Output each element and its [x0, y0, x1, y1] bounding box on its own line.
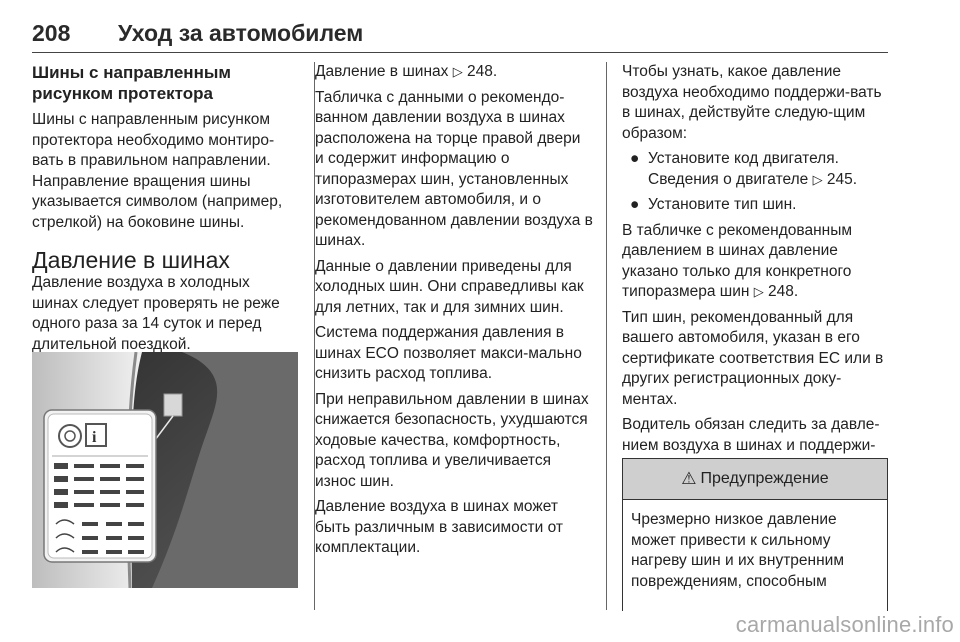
paragraph: Давление воздуха в шинах может быть различным в зависимости от комплектации. [315, 498, 563, 556]
header-rule [32, 52, 888, 53]
paragraph: Водитель обязан следить за давле-нием воздуха в шинах и поддержи- [622, 416, 880, 454]
page-reference[interactable]: 248. [768, 283, 799, 300]
door-photo-illustration [32, 352, 298, 588]
paragraph-with-reference [622, 221, 888, 303]
column-divider [606, 62, 607, 610]
page-reference-icon: ▷ [812, 171, 823, 187]
paragraph-with-reference [315, 62, 593, 83]
warning-header [623, 459, 887, 500]
section-heading: Давление в шинах [32, 247, 230, 273]
paragraph: Данные о давлении приведены для холодных шин. Они справедливы как для летних, так и для зимних шин. [315, 257, 584, 316]
reference-text: Давление в шинах [315, 63, 449, 80]
page-reference-icon: ▷ [452, 64, 463, 79]
list-item [622, 149, 888, 190]
list-item-label: Установите тип шин. [648, 196, 797, 213]
list-item-label: Установите код двигателя. Сведения о двигателе [648, 150, 839, 188]
reference-text: В табличке с рекомендованным давлением в шинах давление указано только для конкретного типоразмера шин [622, 221, 853, 300]
warning-text: Чрезмерно низкое давление может привести к сильному нагреву шин и их внутренним повреждениям, способным [631, 511, 844, 590]
tire-pressure-label-photo [32, 352, 298, 588]
page-reference[interactable]: 248. [467, 63, 498, 80]
watermark: carmanualsonline.info [735, 612, 954, 637]
warning-icon: ⚠ [681, 469, 697, 488]
paragraph: Система поддержания давления в шинах ECO позволяет макси-мально снизить расход топлива. [315, 324, 582, 382]
bullet-icon: ● [630, 196, 640, 213]
column-right [622, 62, 888, 482]
page-reference[interactable]: 245. [826, 170, 858, 188]
bullet-icon: ● [630, 150, 640, 167]
paragraph: Тип шин, рекомендованный для вашего автомобиля, указан в его сертификате соответствия ЕС или в других регистрационных доку-ментах. [622, 308, 884, 408]
page-header [32, 14, 888, 50]
running-title: Уход за автомобилем [118, 20, 364, 46]
paragraph: Чтобы узнать, какое давление воздуха необходимо поддержи-вать в шинах, действуйте следую-щим образом: [622, 63, 882, 142]
list-item [622, 195, 888, 216]
list-item-text [648, 149, 888, 190]
paragraph: Шины с направленным рисунком протектора необходимо монтиро-вать в правильном направлении. Направление вращения шины указывается символом (например, стрелкой) на боковине шины. [32, 111, 283, 231]
page-reference-icon: ▷ [753, 284, 764, 299]
paragraph: При неправильном давлении в шинах снижается безопасность, ухудшаются ходовые качества, комфортность, расход топлива и увеличивается износ шин. [315, 390, 589, 490]
paragraph: Давление воздуха в холодных шинах следует проверять не реже одного раза за 14 суток и перед длительной поездкой. [32, 274, 280, 353]
column-middle [315, 62, 593, 564]
svg-text:i: i [92, 429, 97, 446]
warning-box [622, 458, 888, 611]
page-number: 208 [32, 20, 71, 46]
warning-title: Предупреждение [700, 470, 829, 487]
section-subheading: Шины с направленным рисунком протектора [32, 63, 231, 103]
column-left [32, 62, 300, 386]
paragraph: Табличка с данными о рекомендо-ванном давлении воздуха в шинах расположена на торце правой двери и содержит информацию о типоразмерах шин, установленных изготовителем автомобиля, и о рекомендованном давлении воздуха в шинах. [315, 88, 593, 249]
